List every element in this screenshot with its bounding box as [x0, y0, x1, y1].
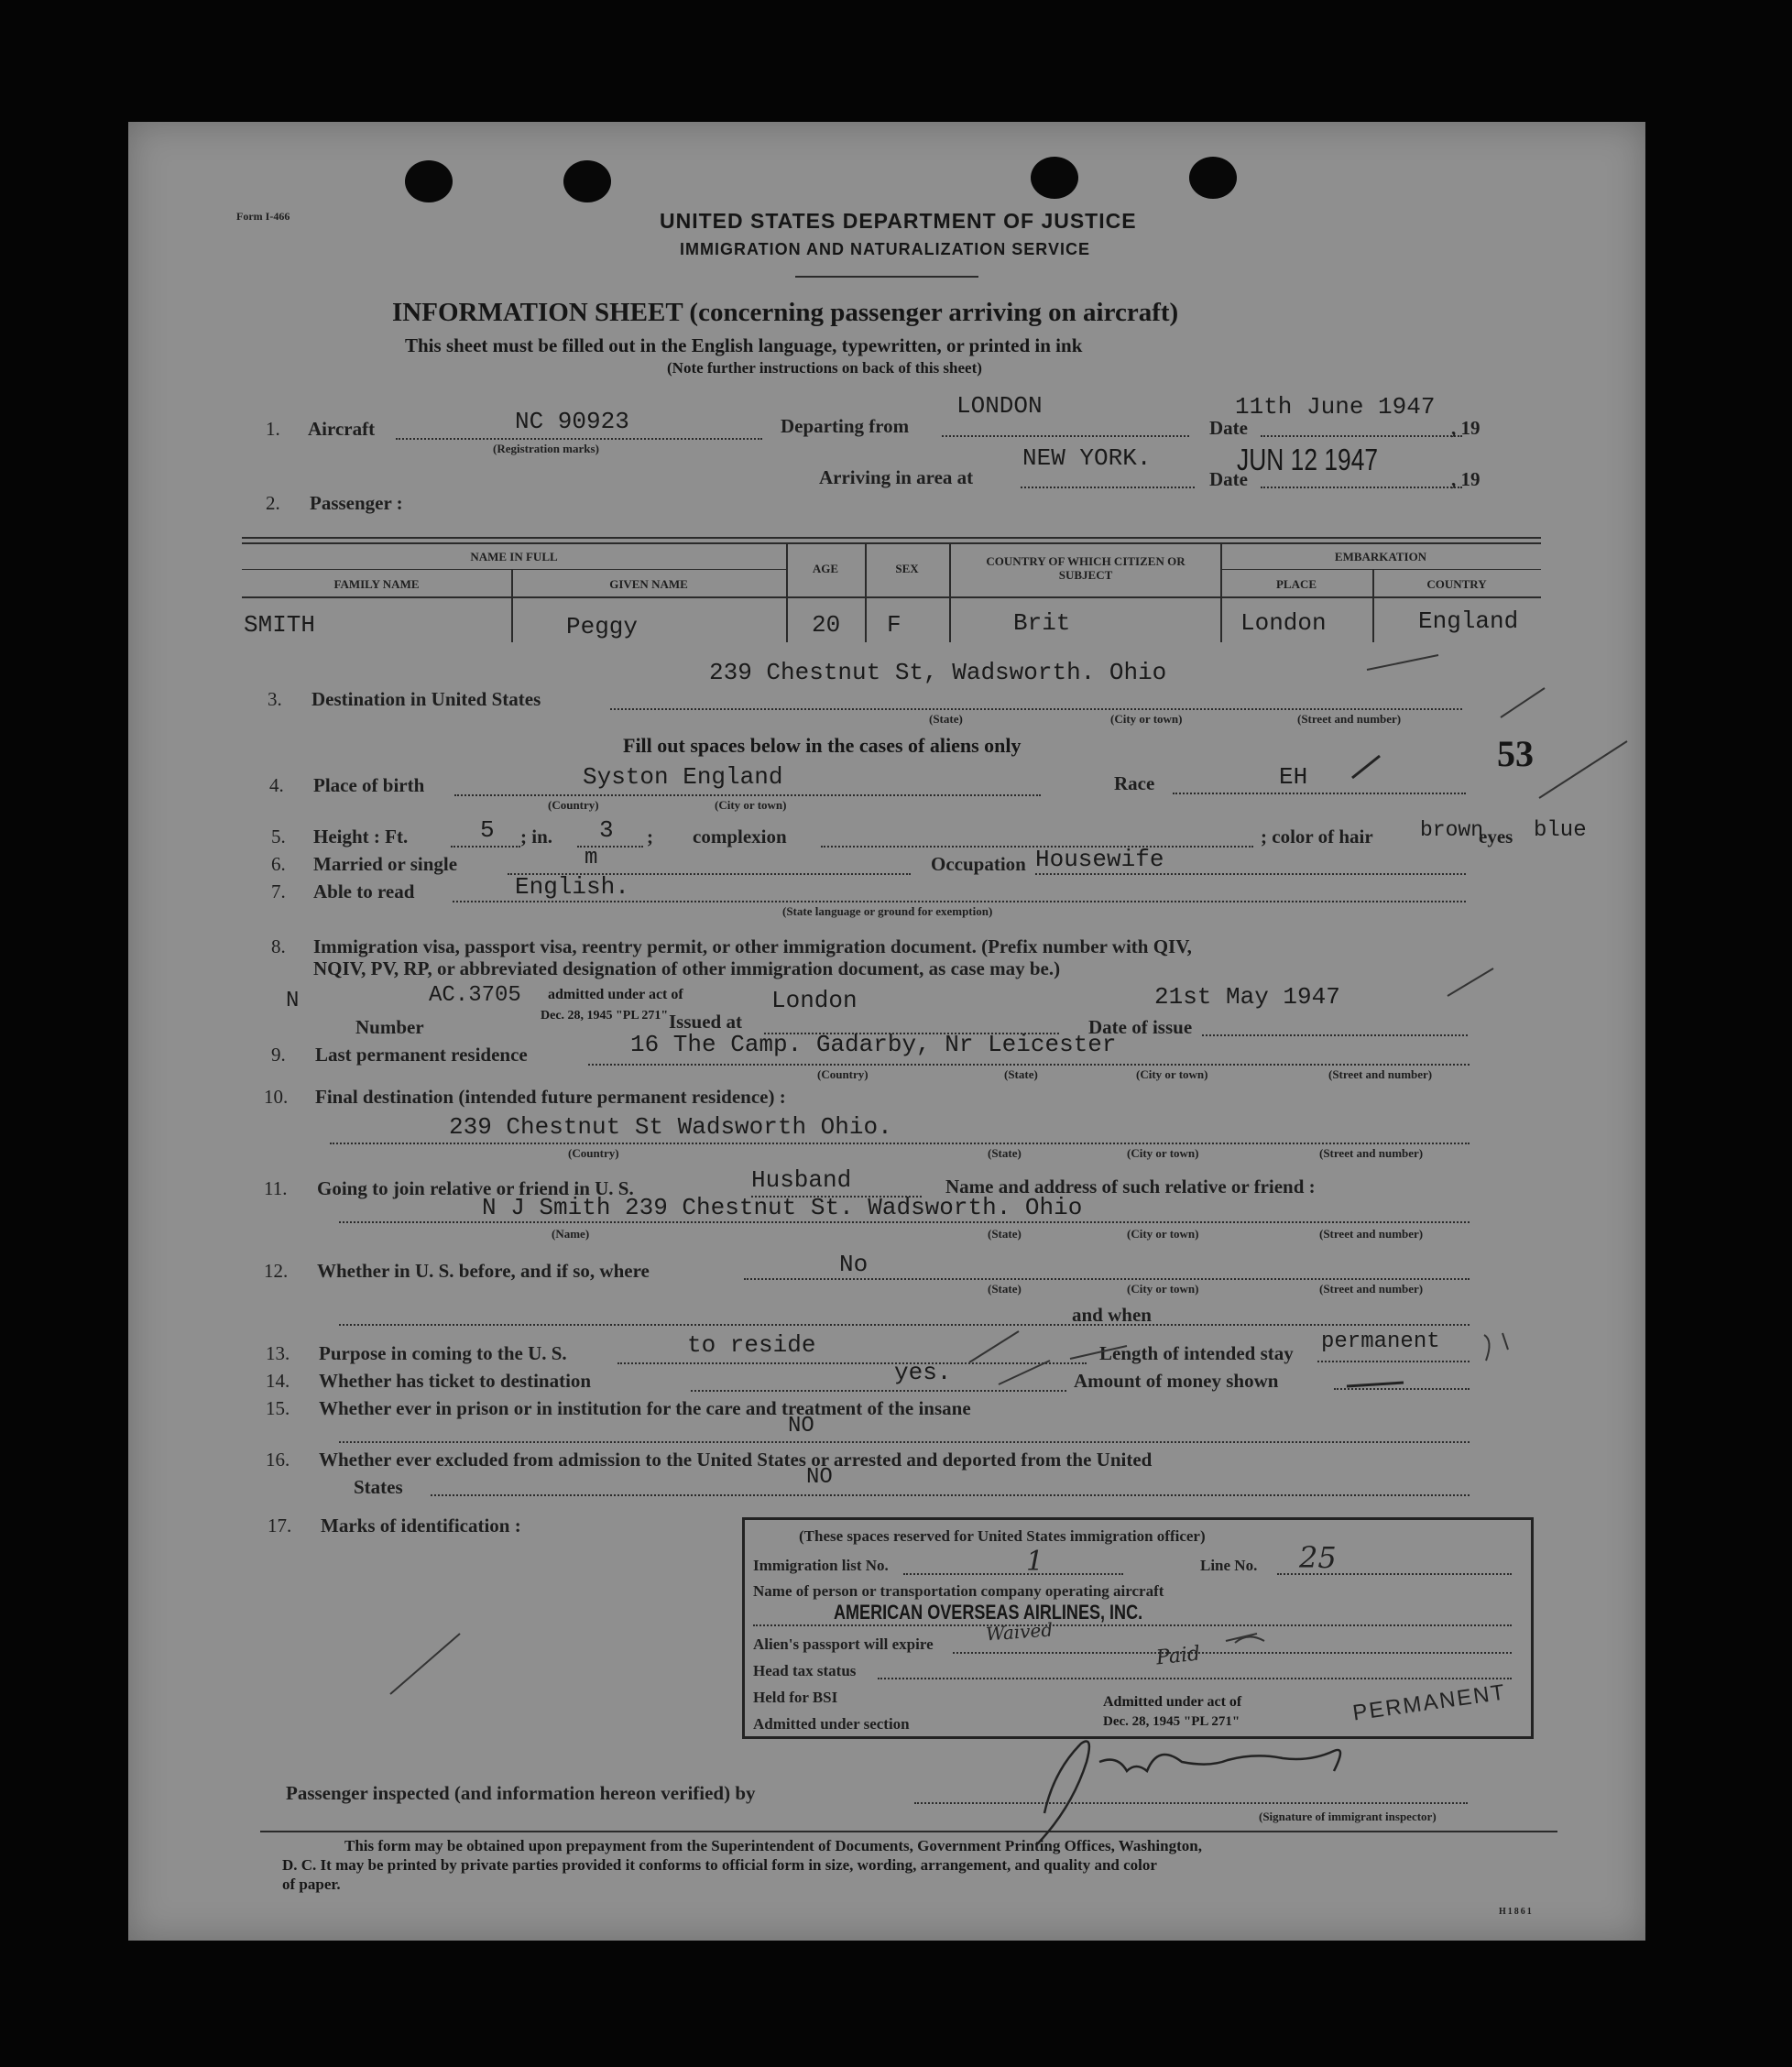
line-number-label: Line No. [1200, 1557, 1258, 1574]
header-age: AGE [812, 562, 839, 575]
crossed-mark [1226, 1634, 1264, 1643]
birthplace-value: Syston England [583, 763, 783, 791]
item-number: 13. [266, 1342, 290, 1364]
arriving-label: Arriving in area at [819, 466, 974, 488]
item-number: 17. [268, 1515, 292, 1537]
arrival-date-stamp: JUN 12 1947 [1237, 443, 1379, 476]
header-given-name: GIVEN NAME [609, 577, 688, 591]
item-number: 11. [264, 1177, 288, 1199]
join-relative-label: Going to join relative or friend in U. S. [317, 1177, 634, 1199]
last-residence-value: 16 The Camp. Gadarby, Nr Leicester [630, 1031, 1117, 1058]
purpose-value: to reside [687, 1331, 816, 1359]
eyes-label: eyes [1479, 826, 1513, 848]
document-instructions-2: NQIV, PV, RP, or abbreviated designation of other immigration document, as case may be.) [313, 957, 1061, 979]
bsi-label: Held for BSI [753, 1689, 838, 1706]
family-name-value: SMITH [244, 611, 316, 639]
tick-mark [1539, 741, 1627, 798]
ticket-label: Whether has ticket to destination [319, 1370, 592, 1392]
race-label: Race [1114, 772, 1155, 794]
destination-value: 239 Chestnut St, Wadsworth. Ohio [709, 659, 1167, 686]
join-relative-value: Husband [751, 1166, 852, 1194]
tick-mark [1448, 968, 1493, 996]
section-label: Admitted under section [753, 1715, 910, 1733]
race-value: EH [1279, 763, 1308, 791]
passport-label: Alien's passport will expire [753, 1635, 934, 1653]
citizen-value: Brit [1013, 609, 1071, 637]
item-number: 16. [266, 1449, 290, 1471]
list-number-value: 1 [1026, 1546, 1044, 1578]
form-sheet [128, 122, 1645, 1941]
street-caption: (Street and number) [1328, 1067, 1433, 1081]
tick-mark [1070, 1346, 1127, 1359]
departing-value: LONDON [956, 392, 1043, 420]
sex-value: F [887, 611, 901, 639]
relative-address-label: Name and address of such relative or friend : [945, 1176, 1316, 1198]
permanent-stamp: PERMANENT [1350, 1679, 1508, 1726]
company-label: Name of person or transportation company operating aircraft [753, 1582, 1164, 1600]
footer-line-1: This form may be obtained upon prepayment from the Superintendent of Documents, Government Printing Offices, Washington, [344, 1837, 1202, 1854]
footer-line-3: of paper. [282, 1876, 341, 1893]
item-number: 5. [271, 826, 286, 848]
read-label: Able to read [313, 880, 415, 902]
header-sex: SEX [895, 562, 919, 575]
marital-value: m [585, 846, 598, 870]
date-of-issue-label: Date of issue [1088, 1016, 1193, 1038]
final-destination-value: 239 Chestnut St Wadsworth Ohio. [449, 1113, 892, 1141]
signature [1037, 1742, 1340, 1845]
tick-mark [1367, 655, 1438, 670]
check-mark [1352, 756, 1380, 778]
read-value: English. [515, 873, 629, 901]
item-number: 6. [271, 853, 286, 875]
departing-label: Departing from [781, 415, 910, 437]
street-caption: (Street and number) [1319, 1227, 1424, 1241]
margin-number: 53 [1497, 733, 1534, 774]
handwritten-marks [128, 122, 1645, 1941]
city-caption: (City or town) [1136, 1067, 1208, 1081]
country-caption: (Country) [548, 798, 599, 812]
prison-value: NO [788, 1414, 814, 1438]
handwritten-mark [1484, 1333, 1508, 1361]
name-caption: (Name) [552, 1227, 590, 1241]
state-caption: (State) [929, 712, 963, 726]
excluded-label: Whether ever excluded from admission to the United States or arrested and deported from the United [319, 1449, 1153, 1471]
language-caption: (State language or ground for exemption) [782, 904, 993, 918]
header-country: COUNTRY [1426, 577, 1487, 591]
last-residence-label: Last permanent residence [315, 1044, 528, 1066]
tick-mark [999, 1361, 1050, 1384]
tax-value: Paid [1154, 1642, 1202, 1670]
marital-label: Married or single [313, 853, 458, 875]
money-label: Amount of money shown [1074, 1370, 1279, 1392]
aircraft-value: NC 90923 [515, 408, 629, 435]
previous-us-value: No [839, 1251, 869, 1278]
item-number: 7. [271, 880, 286, 902]
tick-mark [1501, 688, 1545, 717]
excluded-value: NO [806, 1465, 833, 1490]
stay-label: Length of intended stay [1099, 1342, 1294, 1364]
header-citizen-country: COUNTRY OF WHICH CITIZEN OR SUBJECT [986, 554, 1186, 582]
city-caption: (City or town) [1127, 1227, 1199, 1241]
header-embarkation: EMBARKATION [1334, 550, 1427, 563]
company-stamp: AMERICAN OVERSEAS AIRLINES, INC. [834, 1601, 1143, 1624]
birthplace-label: Place of birth [313, 774, 425, 796]
and-when-label: and when [1072, 1304, 1152, 1326]
line-number-value: 25 [1299, 1540, 1337, 1575]
age-value: 20 [812, 611, 841, 639]
dash-mark [1347, 1383, 1404, 1386]
final-destination-label: Final destination (intended future permanent residence) : [315, 1086, 786, 1108]
item-number: 15. [266, 1397, 290, 1419]
date-suffix: , 19 [1451, 417, 1481, 439]
issued-at-label: Issued at [669, 1011, 742, 1033]
state-caption: (State) [988, 1282, 1022, 1296]
footer-line-2: D. C. It may be printed by private parties provided it conforms to official form in size, wording, arrangement, and quality and color [282, 1856, 1157, 1874]
street-caption: (Street and number) [1319, 1146, 1424, 1160]
complexion-label: complexion [693, 826, 787, 848]
arriving-value: NEW YORK. [1022, 444, 1152, 472]
street-caption: (Street and number) [1297, 712, 1402, 726]
aliens-note: Fill out spaces below in the cases of aliens only [623, 734, 1022, 757]
given-name-value: Peggy [566, 613, 639, 640]
admitted-stamp: Admitted under act of [1103, 1694, 1242, 1710]
relative-address-value: N J Smith 239 Chestnut St. Wadsworth. Ohio [482, 1194, 1083, 1221]
aircraft-label: Aircraft [308, 418, 376, 440]
arrival-date-label: Date [1209, 468, 1248, 490]
tax-label: Head tax status [753, 1662, 857, 1679]
eyes-value: blue [1534, 818, 1587, 843]
excluded-label-2: States [354, 1476, 403, 1498]
prison-label: Whether ever in prison or in institution for the care and treatment of the insane [319, 1397, 971, 1419]
item-number: 8. [271, 935, 286, 957]
tick-mark [390, 1634, 460, 1694]
header-place: PLACE [1275, 577, 1317, 591]
item-number: 4. [269, 774, 284, 796]
admission-stamp-date: Dec. 28, 1945 "PL 271" [541, 1009, 669, 1023]
hair-value: brown [1420, 818, 1484, 842]
city-caption: (City or town) [1127, 1282, 1199, 1296]
page-title: INFORMATION SHEET (concerning passenger arriving on aircraft) [392, 298, 1179, 327]
registration-caption: (Registration marks) [493, 442, 599, 455]
country-caption: (Country) [817, 1067, 869, 1081]
embarkation-place-value: London [1240, 609, 1327, 637]
signature-caption: (Signature of immigrant inspector) [1259, 1810, 1437, 1823]
occupation-label: Occupation [931, 853, 1026, 875]
city-caption: (City or town) [1110, 712, 1183, 726]
inches-label: ; in. [520, 826, 553, 848]
height-label: Height : Ft. [313, 826, 409, 848]
city-caption: (City or town) [1127, 1146, 1199, 1160]
ticket-value: yes. [894, 1359, 952, 1386]
city-caption: (City or town) [715, 798, 787, 812]
item-number: 2. [266, 492, 280, 514]
instructions-note: (Note further instructions on back of this sheet) [667, 359, 982, 377]
date-label: Date [1209, 417, 1248, 439]
height-end: ; [647, 826, 653, 848]
tick-mark [969, 1331, 1019, 1362]
form-number: Form I-466 [236, 210, 290, 223]
departure-date-value: 11th June 1947 [1235, 393, 1436, 421]
list-number-label: Immigration list No. [753, 1557, 889, 1574]
item-number: 3. [268, 688, 282, 710]
department-heading: UNITED STATES DEPARTMENT OF JUSTICE [660, 209, 1137, 233]
item-number: 14. [266, 1370, 290, 1392]
document-prefix: N [286, 989, 300, 1013]
document-number-value: AC.3705 [429, 983, 521, 1008]
stay-value: permanent [1321, 1329, 1440, 1354]
embarkation-country-value: England [1418, 607, 1519, 635]
service-heading: IMMIGRATION AND NATURALIZATION SERVICE [680, 240, 1090, 258]
identification-label: Marks of identification : [321, 1515, 521, 1537]
destination-label: Destination in United States [311, 688, 541, 710]
height-inches-value: 3 [599, 816, 614, 844]
header-name-in-full: NAME IN FULL [470, 550, 558, 563]
number-label: Number [355, 1016, 424, 1038]
item-number: 9. [271, 1044, 286, 1066]
country-caption: (Country) [568, 1146, 619, 1160]
passenger-label: Passenger : [310, 492, 403, 514]
admission-stamp: admitted under act of [548, 987, 683, 1002]
date-of-issue-value: 21st May 1947 [1154, 983, 1340, 1011]
item-number: 10. [264, 1086, 289, 1108]
state-caption: (State) [988, 1146, 1022, 1160]
document-instructions-1: Immigration visa, passport visa, reentry permit, or other immigration document. (Prefix number with QIV, [313, 935, 1192, 957]
item-number: 1. [266, 418, 280, 440]
arrival-date-suffix: , 19 [1451, 468, 1481, 490]
state-caption: (State) [1004, 1067, 1038, 1081]
passport-value: Waived [985, 1618, 1054, 1646]
street-caption: (Street and number) [1319, 1282, 1424, 1296]
height-feet-value: 5 [480, 816, 495, 844]
state-caption: (State) [988, 1227, 1022, 1241]
hair-label: ; color of hair [1261, 826, 1373, 848]
admitted-stamp-date: Dec. 28, 1945 "PL 271" [1103, 1714, 1240, 1729]
item-number: 12. [264, 1260, 289, 1282]
officer-box-title: (These spaces reserved for United States immigration officer) [799, 1527, 1206, 1545]
purpose-label: Purpose in coming to the U. S. [319, 1342, 567, 1364]
issued-at-value: London [771, 987, 858, 1014]
footer-code: H1861 [1499, 1907, 1534, 1917]
page-subtitle: This sheet must be filled out in the English language, typewritten, or printed in ink [405, 334, 1083, 356]
previous-us-label: Whether in U. S. before, and if so, where [317, 1260, 650, 1282]
inspection-label: Passenger inspected (and information hereon verified) by [286, 1782, 756, 1804]
header-family-name: FAMILY NAME [333, 577, 420, 591]
occupation-value: Housewife [1035, 846, 1164, 873]
